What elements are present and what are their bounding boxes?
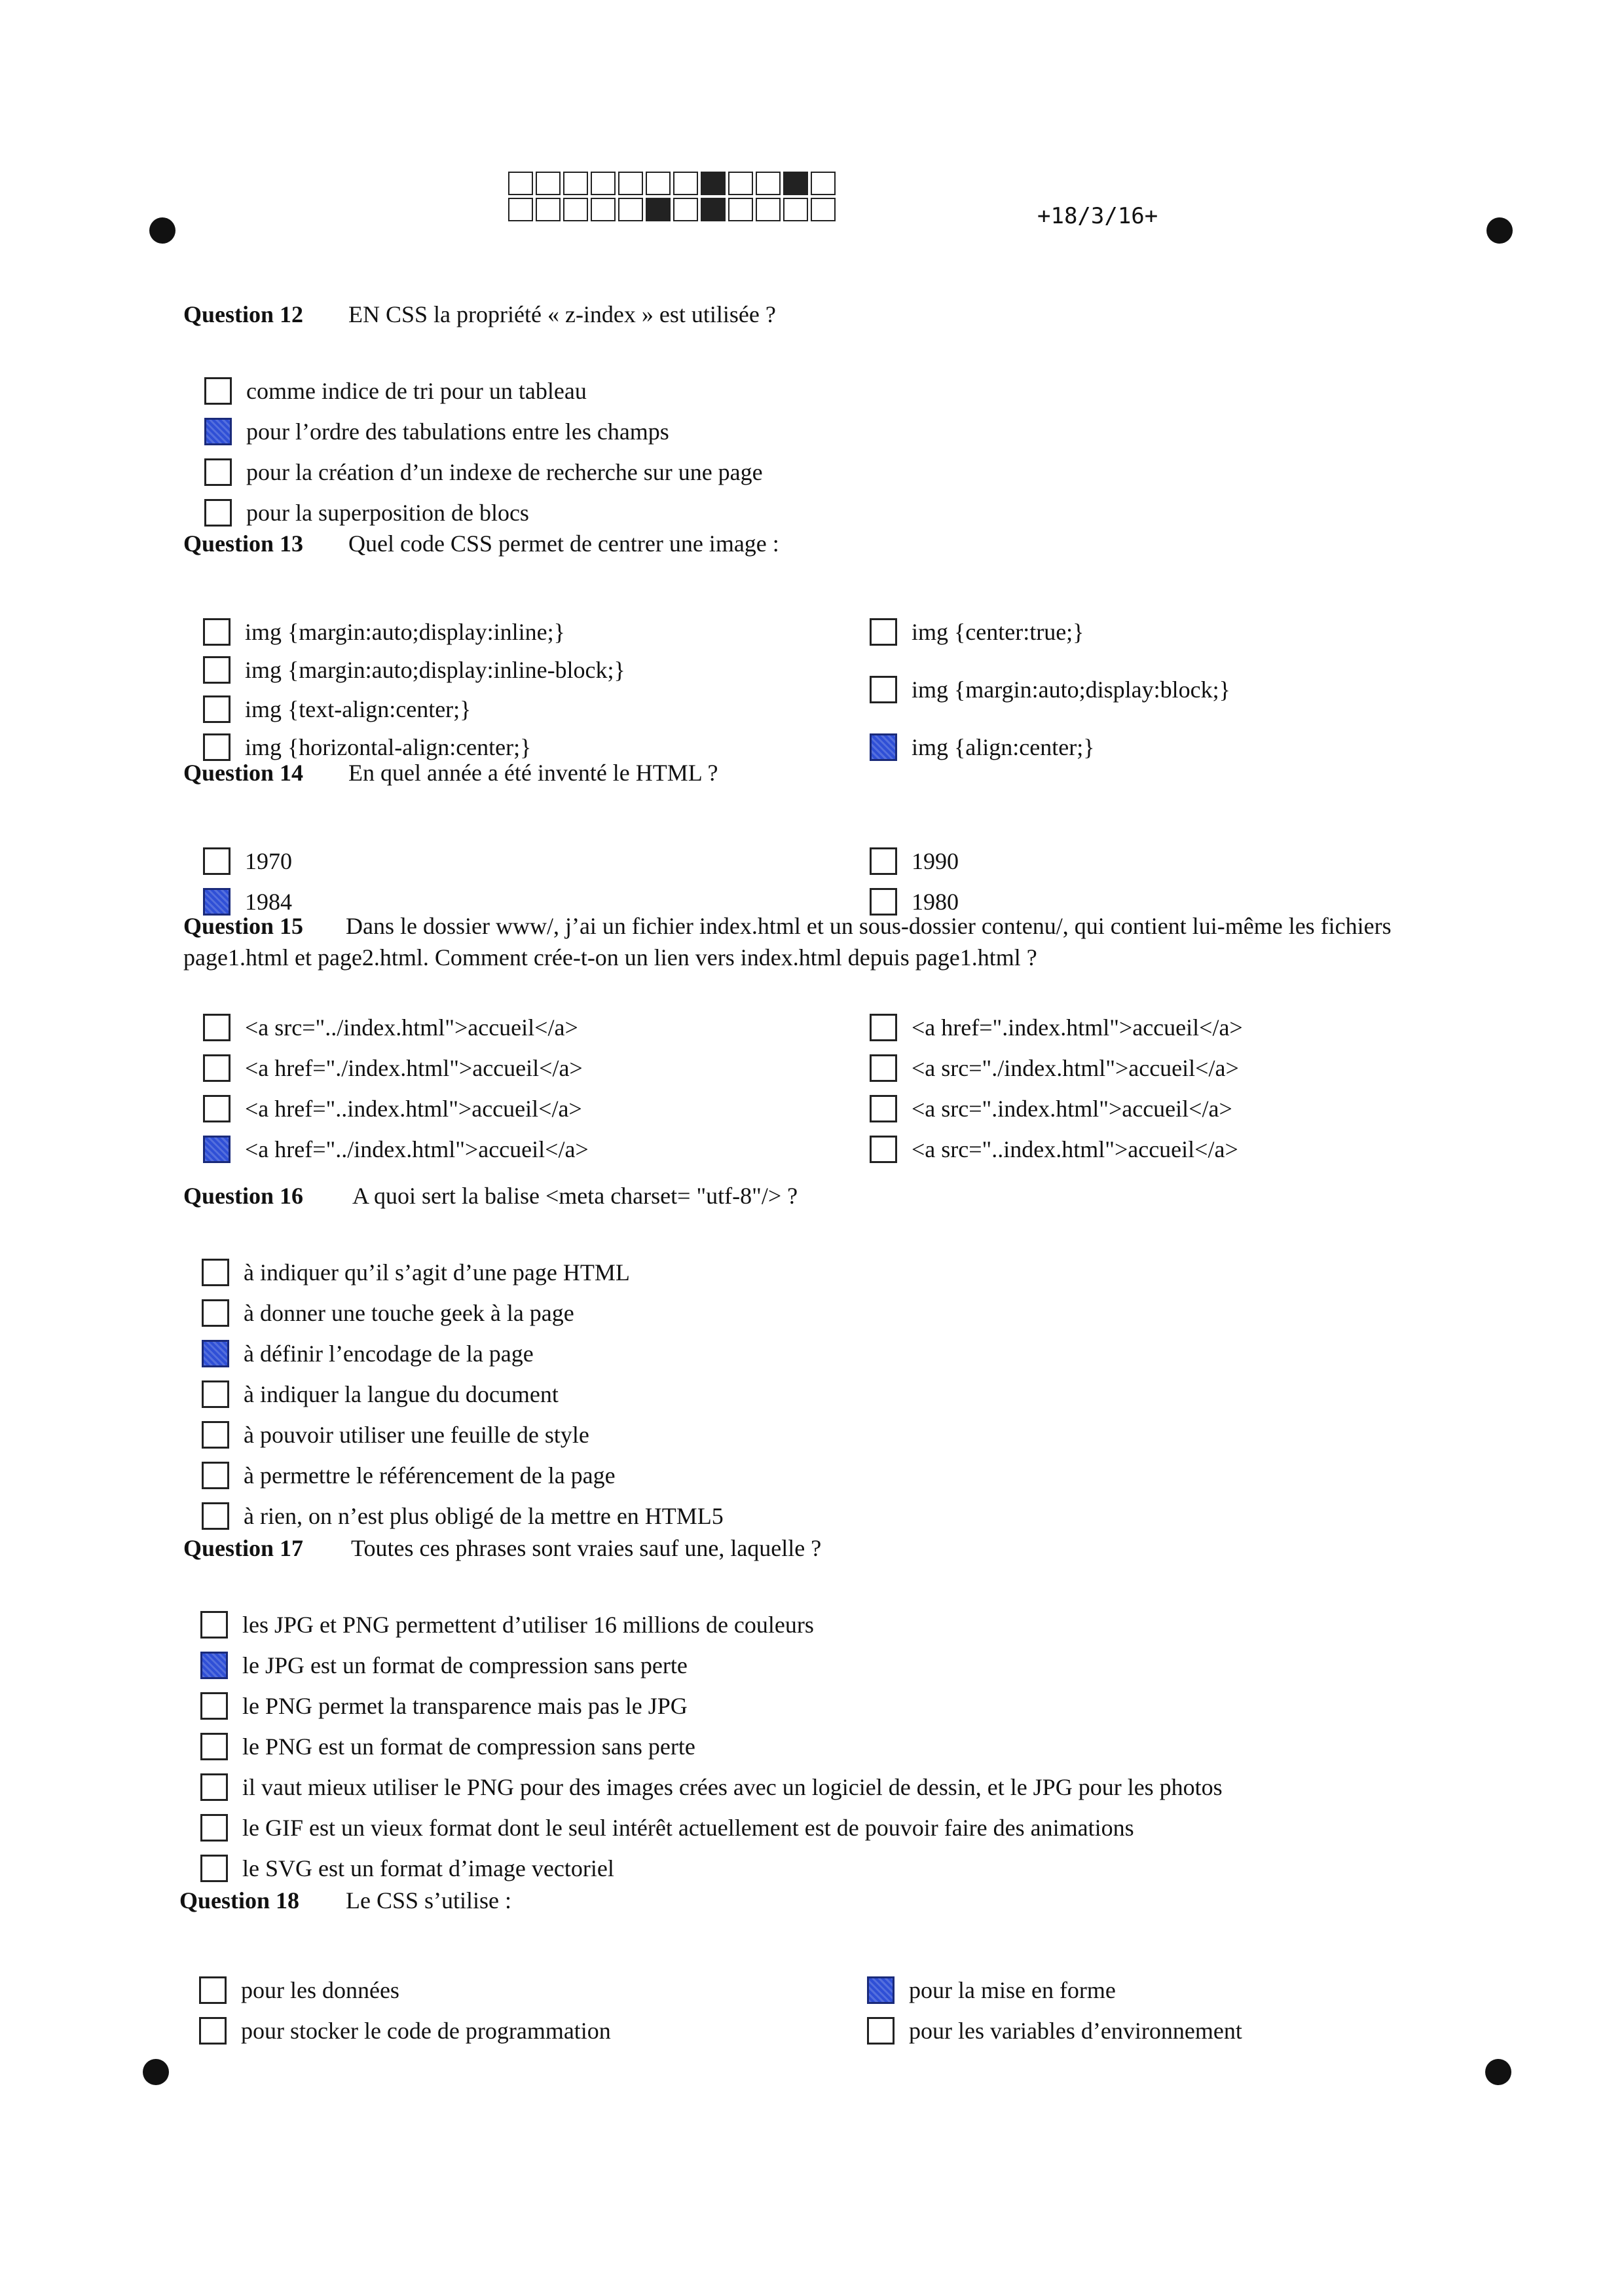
checkbox[interactable] <box>867 2017 895 2045</box>
option-label: <a href="./index.html">accueil</a> <box>245 1055 583 1081</box>
option-label: img {margin:auto;display:inline-block;} <box>245 657 625 683</box>
option-q15-2[interactable] <box>203 1052 583 1084</box>
id-grid-cell <box>618 198 643 221</box>
option-label: 1984 <box>245 889 292 915</box>
option-q17-7[interactable] <box>200 1852 614 1885</box>
option-label: le PNG permet la transparence mais pas le JPG <box>242 1693 688 1719</box>
id-grid-row <box>508 172 838 198</box>
checkbox[interactable] <box>870 847 897 875</box>
checkbox[interactable] <box>204 458 232 486</box>
option-label: le SVG est un format d’image vectoriel <box>242 1855 614 1881</box>
option-label: pour la mise en forme <box>909 1977 1116 2003</box>
option-q16-2[interactable] <box>202 1297 574 1329</box>
id-grid-cell <box>536 198 561 221</box>
option-label: pour stocker le code de programmation <box>241 2018 611 2044</box>
option-label: le PNG est un format de compression sans perte <box>242 1733 695 1760</box>
question-label: Question 14 <box>183 760 304 786</box>
option-q13-2[interactable] <box>203 654 625 686</box>
id-grid-cell <box>508 172 533 195</box>
id-grid-cell <box>811 198 836 221</box>
option-label: <a href=".index.html">accueil</a> <box>912 1014 1243 1041</box>
option-q18-3[interactable] <box>867 1974 1116 2007</box>
question-13 <box>183 528 1493 760</box>
id-grid-cell <box>536 172 561 195</box>
question-text: EN CSS la propriété « z-index » est utilisée ? <box>348 301 776 327</box>
option-q17-5[interactable] <box>200 1771 1223 1804</box>
option-label: pour les données <box>241 1977 399 2003</box>
question-label: Question 15 <box>183 913 304 939</box>
checkbox[interactable] <box>200 1814 228 1842</box>
option-q17-2[interactable] <box>200 1649 688 1682</box>
option-label: à définir l’encodage de la page <box>244 1341 534 1367</box>
option-label: <a href="..index.html">accueil</a> <box>245 1096 582 1122</box>
checkbox[interactable] <box>870 1014 897 1041</box>
option-q14-1[interactable] <box>203 845 292 878</box>
checkbox[interactable] <box>203 618 231 646</box>
option-label: 1980 <box>912 889 959 915</box>
option-q15-8[interactable] <box>870 1133 1238 1166</box>
option-label: <a href="../index.html">accueil</a> <box>245 1136 589 1162</box>
question-header <box>183 1180 1493 1212</box>
option-q15-3[interactable] <box>203 1092 582 1125</box>
checkbox[interactable] <box>200 1692 228 1720</box>
option-label: à rien, on n’est plus obligé de la mettre en HTML5 <box>244 1503 724 1529</box>
checkbox[interactable] <box>200 1773 228 1801</box>
id-grid-cell <box>508 198 533 221</box>
option-q14-3[interactable] <box>870 845 959 878</box>
checkbox[interactable] <box>202 1421 229 1449</box>
id-grid-cell <box>783 198 808 221</box>
checkbox[interactable] <box>203 1095 231 1122</box>
option-label: img {center:true;} <box>912 619 1084 645</box>
checkbox[interactable] <box>204 377 232 405</box>
option-label: pour l’ordre des tabulations entre les champs <box>246 418 669 445</box>
option-label: img {align:center;} <box>912 734 1095 760</box>
option-q15-7[interactable] <box>870 1092 1232 1125</box>
question-label: Question 16 <box>183 1183 304 1209</box>
checkbox[interactable] <box>204 499 232 527</box>
question-label: Question 17 <box>183 1535 304 1561</box>
checkbox[interactable] <box>870 676 897 703</box>
checkbox[interactable] <box>870 1136 897 1163</box>
id-grid-row <box>508 198 838 224</box>
option-label: il vaut mieux utiliser le PNG pour des images crées avec un logiciel de dessin, et le JPG pour les photos <box>242 1774 1223 1800</box>
checkbox[interactable] <box>203 847 231 875</box>
option-label: 1990 <box>912 848 959 874</box>
id-grid-cell <box>646 172 671 195</box>
id-grid-cell <box>618 172 643 195</box>
checkbox[interactable] <box>199 2017 227 2045</box>
question-text: A quoi sert la balise <meta charset= "utf-8"/> ? <box>352 1183 798 1209</box>
checkbox[interactable] <box>200 1733 228 1760</box>
id-grid-cell <box>728 198 753 221</box>
option-label: pour la superposition de blocs <box>246 500 529 526</box>
option-q12-1[interactable] <box>204 375 587 407</box>
option-label: à indiquer la langue du document <box>244 1381 559 1407</box>
question-text-continued: page1.html et page2.html. Comment crée-t-on un lien vers index.html depuis page1.html ? <box>183 944 1037 971</box>
id-grid-cell-filled <box>701 172 726 195</box>
checkbox[interactable] <box>202 1259 229 1286</box>
question-text: Le CSS s’utilise : <box>346 1887 512 1914</box>
checkbox[interactable] <box>203 695 231 723</box>
checkbox[interactable] <box>870 1095 897 1122</box>
option-label: pour la création d’un indexe de recherche sur une page <box>246 459 763 485</box>
option-q17-4[interactable] <box>200 1730 695 1763</box>
id-grid-cell <box>591 172 616 195</box>
question-15 <box>183 910 1500 1162</box>
id-grid-cell <box>728 172 753 195</box>
option-q15-5[interactable] <box>870 1011 1243 1044</box>
corner-mark-bottom-left <box>143 2059 169 2085</box>
question-header <box>183 1532 1493 1564</box>
option-label: comme indice de tri pour un tableau <box>246 378 587 404</box>
checkbox[interactable] <box>200 1855 228 1882</box>
option-label: à donner une touche geek à la page <box>244 1300 574 1326</box>
question-18 <box>179 1885 1493 2044</box>
checkbox[interactable] <box>202 1299 229 1327</box>
checkbox[interactable] <box>203 1054 231 1082</box>
option-q12-2[interactable] <box>204 415 669 448</box>
id-grid-cell-filled <box>701 198 726 221</box>
id-grid-cell <box>673 198 698 221</box>
question-label: Question 12 <box>183 301 304 327</box>
option-label: à indiquer qu’il s’agit d’une page HTML <box>244 1259 630 1286</box>
checkbox[interactable] <box>202 1380 229 1408</box>
question-text: Toutes ces phrases sont vraies sauf une, laquelle ? <box>351 1535 822 1561</box>
id-grid-cell <box>811 172 836 195</box>
checkbox[interactable] <box>203 656 231 684</box>
option-q13-6[interactable] <box>870 673 1230 706</box>
checkbox[interactable] <box>199 1976 227 2004</box>
option-label: à permettre le référencement de la page <box>244 1462 616 1489</box>
question-14 <box>183 757 1493 915</box>
option-q17-1[interactable] <box>200 1608 814 1641</box>
question-header <box>179 1885 1493 1916</box>
checkbox[interactable] <box>203 1014 231 1041</box>
option-q16-3[interactable] <box>202 1337 534 1370</box>
id-grid-cell-filled <box>646 198 671 221</box>
option-q18-2[interactable] <box>199 2014 611 2047</box>
question-text: En quel année a été inventé le HTML ? <box>348 760 718 786</box>
option-label: les JPG et PNG permettent d’utiliser 16 millions de couleurs <box>242 1612 814 1638</box>
question-text: Quel code CSS permet de centrer une image : <box>348 530 779 557</box>
option-label: img {text-align:center;} <box>245 696 471 722</box>
option-q18-1[interactable] <box>199 1974 399 2007</box>
option-label: le JPG est un format de compression sans perte <box>242 1652 688 1678</box>
option-q16-4[interactable] <box>202 1378 559 1411</box>
question-header <box>183 757 1493 788</box>
option-q16-6[interactable] <box>202 1459 616 1492</box>
option-q13-5[interactable] <box>870 616 1084 648</box>
option-label: à pouvoir utiliser une feuille de style <box>244 1422 589 1448</box>
option-q13-1[interactable] <box>203 616 565 648</box>
id-grid-cell <box>591 198 616 221</box>
option-label: pour les variables d’environnement <box>909 2018 1242 2044</box>
id-grid-cell <box>673 172 698 195</box>
option-q16-5[interactable] <box>202 1418 589 1451</box>
question-text: Dans le dossier www/, j’ai un fichier index.html et un sous-dossier contenu/, qui contient lui-même les fichiers <box>346 913 1392 939</box>
option-q12-3[interactable] <box>204 456 763 489</box>
option-label: <a src="../index.html">accueil</a> <box>245 1014 578 1041</box>
question-header <box>183 299 1493 330</box>
option-label: 1970 <box>245 848 292 874</box>
checkbox[interactable] <box>870 618 897 646</box>
option-q16-7[interactable] <box>202 1500 724 1532</box>
id-grid-cell <box>756 172 781 195</box>
option-q17-3[interactable] <box>200 1690 688 1722</box>
option-label: img {margin:auto;display:block;} <box>912 676 1230 703</box>
checkbox-checked[interactable] <box>867 1976 895 2004</box>
question-label: Question 18 <box>179 1887 300 1914</box>
checkbox[interactable] <box>870 1054 897 1082</box>
corner-mark-bottom-right <box>1485 2059 1511 2085</box>
question-16 <box>183 1180 1493 1529</box>
checkbox[interactable] <box>200 1611 228 1639</box>
corner-mark-top-right <box>1486 217 1513 244</box>
option-q15-1[interactable] <box>203 1011 578 1044</box>
checkbox[interactable] <box>202 1462 229 1489</box>
page-code: +18/3/16+ <box>1037 203 1158 229</box>
corner-mark-top-left <box>149 217 175 244</box>
option-label: img {margin:auto;display:inline;} <box>245 619 565 645</box>
question-label: Question 13 <box>183 530 304 557</box>
option-q17-6[interactable] <box>200 1811 1134 1844</box>
option-label: <a src="./index.html">accueil</a> <box>912 1055 1239 1081</box>
option-q16-1[interactable] <box>202 1256 630 1289</box>
question-17 <box>183 1532 1493 1881</box>
checkbox-checked[interactable] <box>200 1652 228 1679</box>
option-q15-4[interactable] <box>203 1133 589 1166</box>
option-label: <a src=".index.html">accueil</a> <box>912 1096 1232 1122</box>
option-label: img {horizontal-align:center;} <box>245 734 532 760</box>
option-q12-4[interactable] <box>204 496 529 529</box>
question-header <box>183 910 1500 942</box>
option-label: le GIF est un vieux format dont le seul intérêt actuellement est de pouvoir faire des animations <box>242 1815 1134 1841</box>
option-q13-3[interactable] <box>203 693 471 726</box>
question-header <box>183 528 1493 559</box>
id-grid-cell <box>563 198 588 221</box>
checkbox-checked[interactable] <box>202 1340 229 1367</box>
option-q18-4[interactable] <box>867 2014 1242 2047</box>
option-label: <a src="..index.html">accueil</a> <box>912 1136 1238 1162</box>
id-grid-cell <box>756 198 781 221</box>
id-grid-cell-filled <box>783 172 808 195</box>
question-12 <box>183 299 1493 526</box>
id-grid-cell <box>563 172 588 195</box>
checkbox[interactable] <box>202 1502 229 1530</box>
checkbox-checked[interactable] <box>203 1136 231 1163</box>
id-grid <box>508 172 838 224</box>
checkbox-checked[interactable] <box>204 418 232 445</box>
option-q15-6[interactable] <box>870 1052 1239 1084</box>
